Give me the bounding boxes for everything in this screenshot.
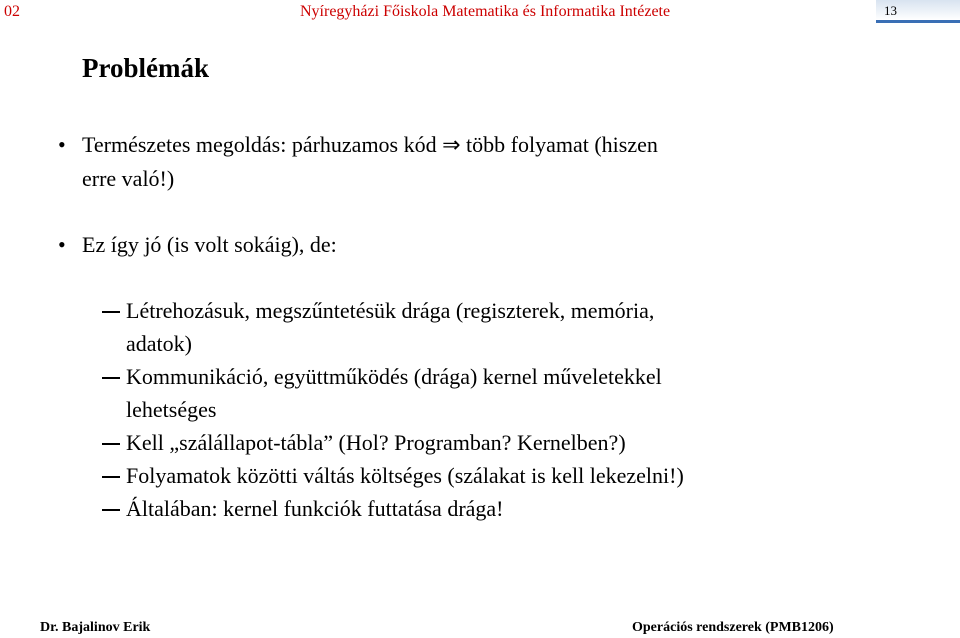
dash-marker <box>102 377 120 379</box>
page-number: 13 <box>884 3 897 18</box>
dash-marker <box>102 509 120 511</box>
bullet-marker: • <box>58 132 66 157</box>
subitem-text-line: Kell „szálállapot-tábla” (Hol? Programban? Kernelben?) <box>126 430 626 455</box>
page-number-bar <box>876 20 960 23</box>
subitem-text-line: lehetséges <box>126 397 217 422</box>
bullet-text-line: Természetes megoldás: párhuzamos kód ⇒ több folyamat (hiszen <box>82 132 658 157</box>
bullet-text-line: Ez így jó (is volt sokáig), de: <box>82 232 337 257</box>
institution-name: Nyíregyházi Főiskola Matematika és Informatika Intézete <box>300 3 671 20</box>
dash-marker <box>102 311 120 313</box>
dash-marker <box>102 476 120 478</box>
subitem-text-line: Általában: kernel funkciók futtatása drága! <box>126 496 504 521</box>
subitem-text-line: Létrehozásuk, megszűntetésük drága (regiszterek, memória, <box>126 298 655 323</box>
footer-course: Operációs rendszerek (PMB1206) <box>632 620 834 635</box>
bullet-marker: • <box>58 232 66 257</box>
bullet-text-line: erre való!) <box>82 166 175 191</box>
slide-code: 02 <box>4 3 20 20</box>
subitem-text-line: adatok) <box>126 331 192 356</box>
dash-marker <box>102 443 120 445</box>
subitem-text-line: Kommunikáció, együttműködés (drága) kernel műveletekkel <box>126 364 662 389</box>
slide-title: Problémák <box>82 53 209 83</box>
subitem-text-line: Folyamatok közötti váltás költséges (szálakat is kell lekezelni!) <box>126 463 684 488</box>
footer-author: Dr. Bajalinov Erik <box>40 620 151 635</box>
